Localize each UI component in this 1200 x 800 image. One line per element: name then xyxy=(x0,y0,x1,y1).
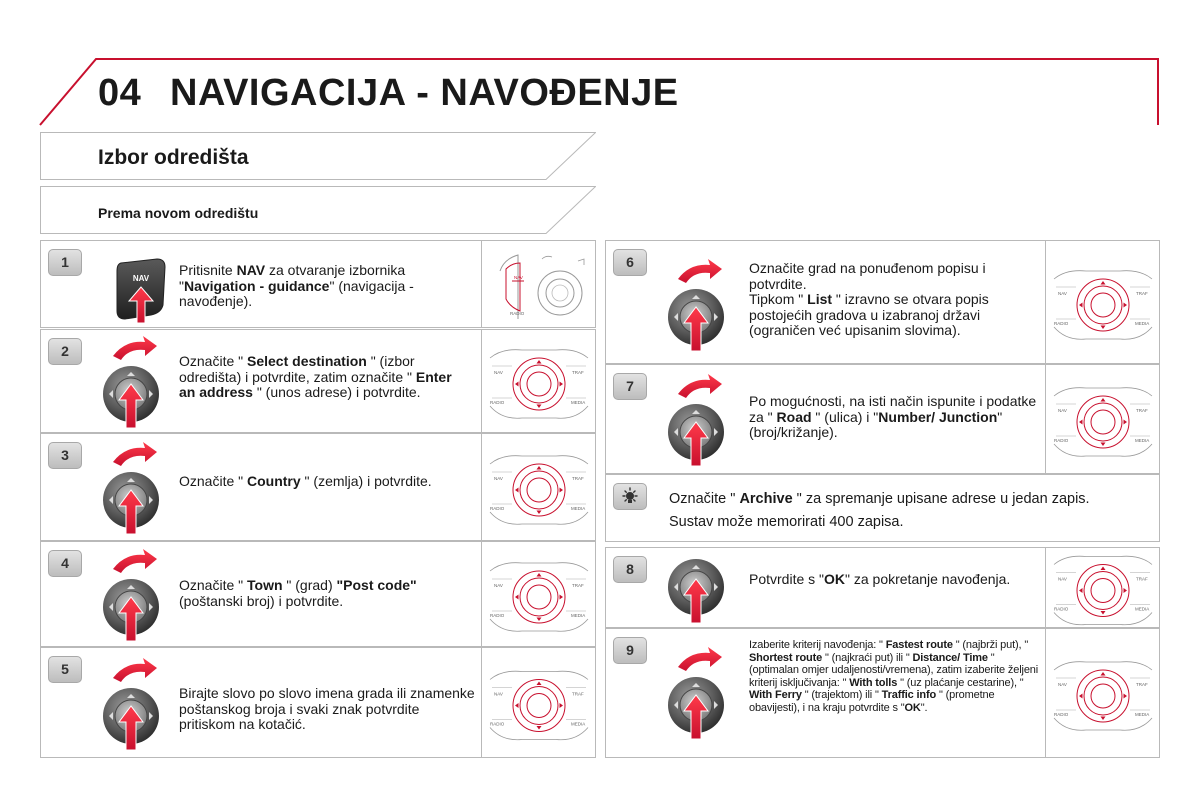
console-knob-illustration xyxy=(1045,241,1159,363)
text-run: Označite " xyxy=(179,577,247,593)
tip-line-2: Sustav može memorirati 400 zapisa. xyxy=(669,514,904,530)
step-6 xyxy=(605,240,1160,364)
panel-traf-label: TRAF xyxy=(1136,408,1148,413)
step-number-badge: 3 xyxy=(48,442,82,469)
step-number-badge: 1 xyxy=(48,249,82,276)
emphasized-term: Number/ Junction xyxy=(878,408,998,425)
step-5-text xyxy=(179,686,477,733)
tip-text xyxy=(669,488,1154,534)
text-run: " (grad) xyxy=(282,577,337,593)
emphasized-term: Enter an address xyxy=(179,368,452,400)
emphasized-term: List xyxy=(807,291,833,307)
console-top-edge xyxy=(490,456,588,464)
console-knob-illustration xyxy=(1045,365,1159,473)
text-run: Izaberite kriterij navođenja: " xyxy=(749,639,886,651)
text-run: " za pokretanje navođenja. xyxy=(845,571,1011,587)
panel-nav-label: NAV xyxy=(1058,291,1067,296)
step-6-text-line2 xyxy=(749,292,1039,339)
text-run: Označite " xyxy=(179,473,247,489)
emphasized-term: "Post code" xyxy=(336,577,417,593)
step-number-badge: 7 xyxy=(613,373,647,400)
step-8 xyxy=(605,547,1160,628)
step-number-badge: 5 xyxy=(48,656,82,683)
panel-media-label: MEDIA xyxy=(571,506,586,511)
panel-media-label: MEDIA xyxy=(1135,712,1150,717)
panel-media-label: MEDIA xyxy=(571,400,586,405)
text-run: " (izbor odredišta) i potvrdite, zatim označite " xyxy=(179,353,416,385)
step-3 xyxy=(40,433,596,541)
panel-media-label: MEDIA xyxy=(571,613,586,618)
panel-traf-label: TRAF xyxy=(572,476,584,481)
panel-traf-label: TRAF xyxy=(572,583,584,588)
step-number-badge: 8 xyxy=(613,556,647,583)
console-knob-illustration xyxy=(481,542,595,646)
text-run: " (ulica) i " xyxy=(811,408,879,425)
emphasized-term: NAV xyxy=(236,262,266,278)
panel-nav-label: NAV xyxy=(1058,682,1067,687)
panel-media-label: MEDIA xyxy=(1135,438,1150,443)
rotate-press-knob-illustration xyxy=(99,654,169,754)
text-run: Označite " xyxy=(179,353,247,369)
rotate-press-knob-illustration xyxy=(99,545,169,645)
panel-radio-label: RADIO xyxy=(490,400,505,405)
panel-radio-label: RADIO xyxy=(490,613,505,618)
panel-nav-label: NAV xyxy=(494,370,503,375)
rotate-press-knob-illustration xyxy=(664,643,734,743)
step-1-text xyxy=(179,263,469,310)
panel-traf-label: TRAF xyxy=(1136,291,1148,296)
console-top-edge xyxy=(1054,556,1152,564)
text-run: " (prometne obavijesti), i na kraju potvrdite s " xyxy=(749,689,995,714)
subsection-title: Prema novom odredištu xyxy=(98,205,259,221)
panel-radio-label: RADIO xyxy=(510,311,525,316)
emphasized-term: Fastest route xyxy=(885,639,953,651)
panel-radio-label: RADIO xyxy=(1054,438,1069,443)
emphasized-term: Select destination xyxy=(247,353,367,369)
console-top-edge xyxy=(1054,662,1152,670)
console-inner-ring xyxy=(1091,579,1115,603)
emphasized-term: Shortest route xyxy=(749,651,823,664)
rotate-press-knob-illustration xyxy=(99,438,169,538)
panel-nav-label: NAV xyxy=(1058,408,1067,413)
text-run: " (trajektom) ili " xyxy=(801,689,882,702)
panel-nav-label: NAV xyxy=(494,583,503,588)
text-run: (poštanski broj) i potvrdite. xyxy=(179,592,344,609)
text-run: ". xyxy=(920,701,928,714)
panel-traf-label: TRAF xyxy=(572,370,584,375)
panel-radio-label: RADIO xyxy=(1054,321,1069,326)
step-2 xyxy=(40,329,596,433)
text-run: Tipkom " xyxy=(749,291,808,307)
text-run: " (unos adrese) i potvrdite. xyxy=(252,384,421,400)
panel-nav-label: NAV xyxy=(494,476,503,481)
step-5 xyxy=(40,647,596,758)
step-9-text xyxy=(749,639,1042,715)
console-top-edge xyxy=(1054,271,1152,279)
panel-radio-label: RADIO xyxy=(1054,712,1069,717)
emphasized-term: Road xyxy=(776,408,812,425)
console-inner-ring xyxy=(1091,684,1115,708)
lightbulb-icon xyxy=(620,487,640,507)
console-knob-illustration xyxy=(481,330,595,432)
emphasized-term: With Ferry xyxy=(749,689,802,702)
emphasized-term: Archive xyxy=(739,491,793,507)
panel-traf-label: TRAF xyxy=(1136,682,1148,687)
panel-media-label: MEDIA xyxy=(1135,606,1150,612)
panel-traf-label: TRAF xyxy=(572,691,584,697)
text-run: za otvaranje izbornika " xyxy=(179,262,406,294)
text-run: " izravno se otvara popis postojećih gradova u izabranoj državi (ograničen već upisanim slovima). xyxy=(749,291,989,338)
text-run: Označite grad na ponuđenom popisu i potvrdite. xyxy=(749,260,986,292)
nav-button-label: NAV xyxy=(132,274,150,283)
panel-nav-label: NAV xyxy=(494,691,503,697)
emphasized-term: With tolls xyxy=(849,676,898,689)
tip-line-1 xyxy=(669,488,1154,511)
step-1 xyxy=(40,240,596,328)
emphasized-term: Country xyxy=(247,473,301,489)
step-4-text xyxy=(179,578,479,609)
step-8-text xyxy=(749,572,1019,588)
chapter-number: 04 xyxy=(98,72,142,114)
tip-badge xyxy=(613,483,647,510)
text-run: " (zemlja) i potvrdite. xyxy=(300,473,432,489)
step-7-text xyxy=(749,394,1037,441)
emphasized-term: Navigation - guidance xyxy=(183,277,330,294)
step-number-badge: 4 xyxy=(48,550,82,577)
step-3-text xyxy=(179,474,469,490)
panel-traf-label: TRAF xyxy=(1136,576,1148,582)
text-run: " (broj/križanje). xyxy=(749,408,1003,440)
console-inner-ring xyxy=(527,478,551,502)
console-top-edge xyxy=(490,671,588,679)
step-4 xyxy=(40,541,596,647)
text-run: " (optimalan omjer udaljenosti/vremena), zatim izaberite željeni kriterij isključivanja: " xyxy=(749,651,1039,689)
text-run: Potvrdite s " xyxy=(749,571,824,587)
press-knob-illustration xyxy=(664,551,734,627)
panel-radio-label: RADIO xyxy=(1054,606,1069,612)
console-knob-illustration xyxy=(1045,548,1159,627)
section-title: Izbor odredišta xyxy=(98,146,249,169)
chapter-title: NAVIGACIJA - NAVOĐENJE xyxy=(170,72,679,114)
console-inner-ring xyxy=(1091,293,1115,317)
text-run: " (navigacija - navođenje). xyxy=(179,277,414,309)
step-2-text xyxy=(179,354,469,401)
tip-box xyxy=(605,474,1160,542)
rotate-press-knob-illustration xyxy=(99,332,169,432)
panel-nav-label: NAV xyxy=(514,275,523,280)
rotate-press-knob-illustration xyxy=(664,370,734,470)
step-9 xyxy=(605,628,1160,758)
step-6-text xyxy=(749,261,1039,339)
console-top-edge xyxy=(490,350,588,358)
console-inner-ring xyxy=(527,585,551,609)
step-number-badge: 6 xyxy=(613,249,647,276)
text-run: Po mogućnosti, na isti način ispunite i podatke za " xyxy=(749,393,1037,425)
console-top-edge xyxy=(1054,388,1152,396)
text-run: " za spremanje upisane adrese u jedan zapis. xyxy=(792,491,1090,507)
text-run: Pritisnite xyxy=(179,262,237,278)
emphasized-term: OK xyxy=(904,701,921,714)
console-knob-illustration xyxy=(481,434,595,540)
panel-nav-label: NAV xyxy=(1058,576,1067,582)
panel-radio-label: RADIO xyxy=(490,721,505,727)
rotate-press-knob-illustration xyxy=(664,255,734,355)
console-inner-ring xyxy=(1091,410,1115,434)
panel-media-label: MEDIA xyxy=(1135,321,1150,326)
console-knob-illustration xyxy=(1045,629,1159,757)
text-run: " (uz plaćanje cestarine), " xyxy=(897,676,1024,689)
console-inner-ring xyxy=(527,372,551,396)
emphasized-term: Traffic info xyxy=(881,689,937,702)
text-run: Birajte slovo po slovo imena grada ili znamenke poštanskog broja i svaki znak potvrdite pritiskom na kotačić. xyxy=(179,685,475,732)
panel-radio-label: RADIO xyxy=(490,506,505,511)
console-top-edge xyxy=(490,563,588,571)
emphasized-term: OK xyxy=(824,571,845,587)
console-nav-illustration xyxy=(481,241,595,327)
console-inner-ring xyxy=(527,694,551,718)
step-number-badge: 9 xyxy=(613,637,647,664)
step-6-text-line1 xyxy=(749,261,1039,292)
text-run: " (najbrži put), " xyxy=(952,639,1029,651)
emphasized-term: Distance/ Time xyxy=(912,651,988,664)
step-7 xyxy=(605,364,1160,474)
text-run: " (najkraći put) ili " xyxy=(822,651,913,664)
console-knob-illustration xyxy=(481,648,595,757)
text-run: Označite " xyxy=(669,491,740,507)
emphasized-term: Town xyxy=(247,577,283,593)
step-number-badge: 2 xyxy=(48,338,82,365)
panel-media-label: MEDIA xyxy=(571,721,586,727)
